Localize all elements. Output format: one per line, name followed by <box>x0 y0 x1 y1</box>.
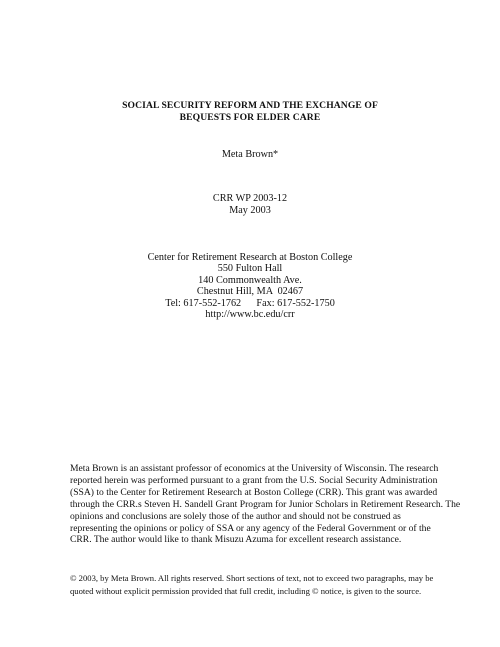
institution-address <box>0 252 500 320</box>
address-line-street: 140 Commonwealth Ave. <box>198 274 302 286</box>
address-line-building: 550 Fulton Hall <box>217 263 283 275</box>
working-paper-info <box>0 193 500 218</box>
bio-line: CRR. The author would like to thank Misuzu Azuma for excellent research assistance. <box>70 534 402 546</box>
bio-line: opinions and conclusions are solely those of the author and should not be construed as <box>70 510 401 522</box>
paper-title <box>0 100 500 124</box>
working-paper-date: May 2003 <box>229 205 271 217</box>
title-line-1: SOCIAL SECURITY REFORM AND THE EXCHANGE OF <box>122 100 378 111</box>
copyright-line: quoted without explicit permission provided that full credit, including © notice, is given to the source. <box>70 585 422 596</box>
author-bio-paragraph <box>70 463 461 546</box>
copyright-line: © 2003, by Meta Brown. All rights reserved. Short sections of text, not to exceed two paragraphs, may be <box>70 573 434 583</box>
copyright-notice <box>70 572 440 597</box>
bio-line: reported herein was performed pursuant to a grant from the U.S. Social Security Administration <box>70 474 438 486</box>
bio-line: through the CRR.s Steven H. Sandell Grant Program for Junior Scholars in Retirement Research. The <box>70 498 461 510</box>
address-line-phone-fax: Tel: 617-552-1762 Fax: 617-552-1750 <box>165 297 335 309</box>
address-line-institution: Center for Retirement Research at Boston College <box>147 252 353 263</box>
bio-line: representing the opinions or policy of SSA or any agency of the Federal Government or of the <box>70 522 431 534</box>
address-line-url: http://www.bc.edu/crr <box>205 309 295 321</box>
title-line-2: BEQUESTS FOR ELDER CARE <box>179 112 321 123</box>
author-name: Meta Brown* <box>221 149 279 160</box>
bio-line: (SSA) to the Center for Retirement Research at Boston College (CRR). This grant was awarded <box>70 486 438 498</box>
working-paper-number: CRR WP 2003-12 <box>212 193 288 204</box>
bio-line: Meta Brown is an assistant professor of economics at the University of Wisconsin. The research <box>70 463 439 474</box>
address-line-city: Chestnut Hill, MA 02467 <box>196 286 304 298</box>
